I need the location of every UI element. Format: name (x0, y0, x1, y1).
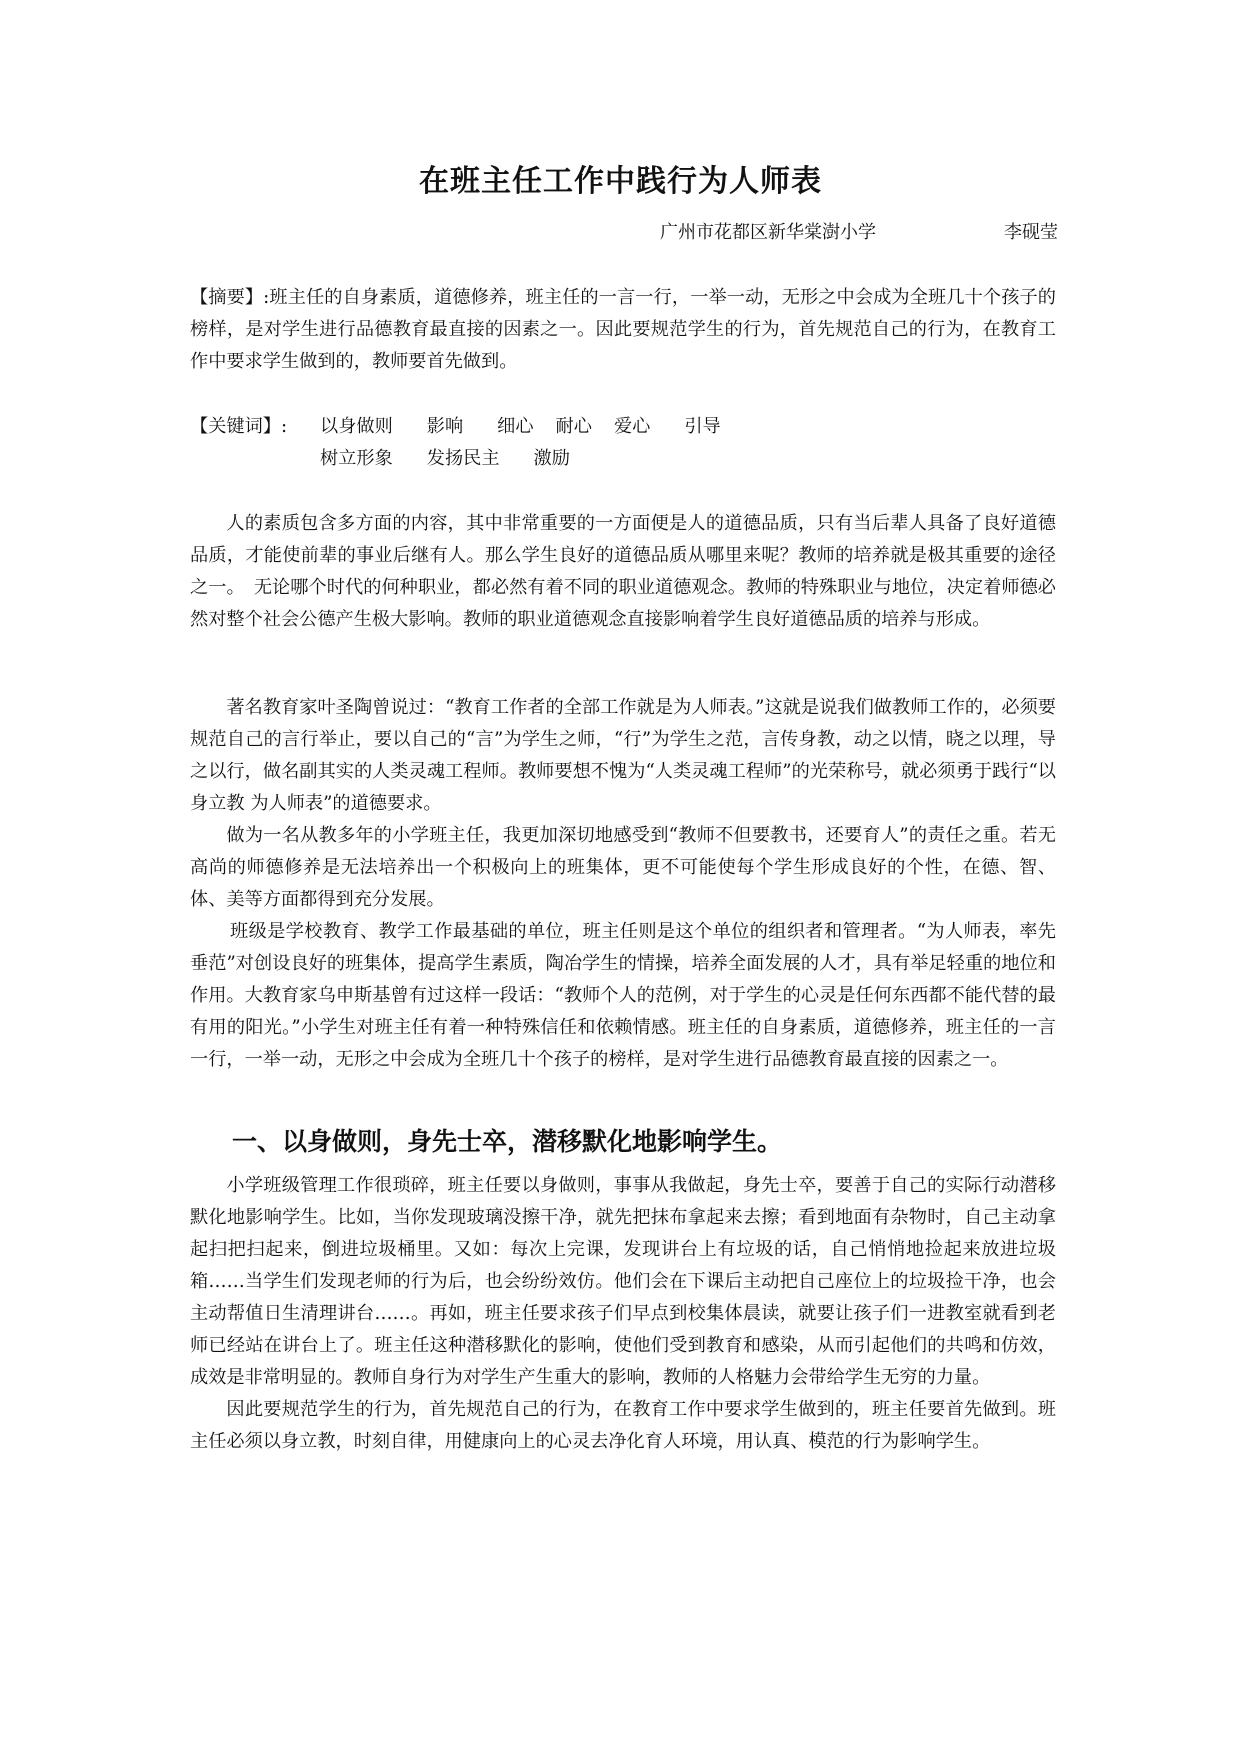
keywords-row-2 (320, 443, 604, 475)
section-1-body (190, 1170, 1056, 1458)
body-paragraph: 做为一名从教多年的小学班主任，我更加深切地感受到“教师不但要教书，还要育人”的责任之重。若无高尚的师德修养是无法培养出一个积极向上的班集体，更不可能使每个学生形成良好的个性，在德、智、体、美等方面都得到充分发展。 (190, 825, 1056, 910)
section-heading: 一、以身做则，身先士卒，潜移默化地影响学生。 (232, 1127, 783, 1156)
body-paragraph: 班级是学校教育、教学工作最基础的单位，班主任则是这个单位的组织者和管理者。“为人师表，率先垂范”对创设良好的班集体，提高学生素质，陶冶学生的情操，培养全面发展的人才，具有举足轻重的地位和作用。大教育家乌申斯基曾有过这样一段话：“教师个人的范例，对于学生的心灵是任何东西都不能代替的最有用的阳光。”小学生对班主任有着一种特殊信任和依赖情感。班主任的自身素质，道德修养，班主任的一言一行，一举一动，无形之中会成为全班几十个孩子的榜样，是对学生进行品德教育最直接的因素之一。 (190, 921, 1056, 1070)
abstract-paragraph (190, 282, 1056, 378)
keyword: 爱心 (613, 416, 651, 437)
author-name: 李砚莹 (1004, 222, 1058, 243)
main-section (190, 692, 1056, 1076)
keywords-row-1 (320, 411, 755, 443)
keyword: 发扬民主 (426, 448, 500, 469)
body-paragraph: 小学班级管理工作很琐碎，班主任要以身做则，事事从我做起，身先士卒，要善于自己的实际行动潜移默化地影响学生。比如，当你发现玻璃没擦干净，就先把抹布拿起来去擦；看到地面有杂物时，自己主动拿起扫把扫起来，倒进垃圾桶里。又如：每次上完课，发现讲台上有垃圾的话，自己悄悄地捡起来放进垃圾箱……当学生们发现老师的行为后，也会纷纷效仿。他们会在下课后主动把自己座位上的垃圾捡干净，也会主动帮值日生清理讲台……。再如，班主任要求孩子们早点到校集体晨读，就要让孩子们一进教室就看到老师已经站在讲台上了。班主任这种潜移默化的影响，使他们受到教育和感染，从而引起他们的共鸣和仿效，成效是非常明显的。教师自身行为对学生产生重大的影响，教师的人格魅力会带给学生无穷的力量。 (190, 1175, 1056, 1388)
keyword: 影响 (426, 416, 464, 437)
body-paragraph: 因此要规范学生的行为，首先规范自己的行为，在教育工作中要求学生做到的，班主任要首先做到。班主任必须以身立教，时刻自律，用健康向上的心灵去净化育人环境，用认真、模范的行为影响学生。 (190, 1399, 1056, 1452)
keyword: 树立形象 (320, 448, 393, 469)
keyword: 细心 (497, 416, 534, 437)
abstract-label: 【摘要】: (190, 287, 270, 308)
abstract-text: 班主任的自身素质，道德修养，班主任的一言一行，一举一动，无形之中会成为全班几十个孩子的榜样，是对学生进行品德教育最直接的因素之一。因此要规范学生的行为，首先规范自己的行为，在教育工作中要求学生做到的，教师要首先做到。 (190, 287, 1056, 372)
keyword: 引导 (684, 416, 721, 437)
keywords-label: 【关键词】: (190, 416, 288, 437)
body-paragraph: 著名教育家叶圣陶曾说过：“教育工作者的全部工作就是为人师表。”这就是说我们做教师工作的，必须要规范自己的言行举止，要以自己的“言”为学生之师，“行”为学生之范，言传身教，动之以情，晓之以理，导之以行，做名副其实的人类灵魂工程师。教师要想不愧为“人类灵魂工程师”的光荣称号，就必须勇于践行“以身立教 为人师表”的道德要求。 (190, 697, 1056, 814)
abstract (190, 282, 1056, 378)
body-paragraph: 人的素质包含多方面的内容，其中非常重要的一方面便是人的道德品质，只有当后辈人具备了良好道德品质，才能使前辈的事业后继有人。那么学生良好的道德品质从哪里来呢？教师的培养就是极其重要的途径之一。 无论哪个时代的何种职业，都必然有着不同的职业道德观念。教师的特殊职业与地位，决定着师德必然对整个社会公德产生极大影响。教师的职业道德观念直接影响着学生良好道德品质的培养与形成。 (190, 513, 1056, 630)
author-school: 广州市花都区新华棠澍小学 (660, 222, 876, 243)
intro-section (190, 508, 1056, 636)
keyword: 耐心 (555, 416, 592, 437)
keyword: 激励 (533, 448, 570, 469)
document-title: 在班主任工作中践行为人师表 (419, 164, 822, 199)
keyword: 以身做则 (320, 416, 393, 437)
